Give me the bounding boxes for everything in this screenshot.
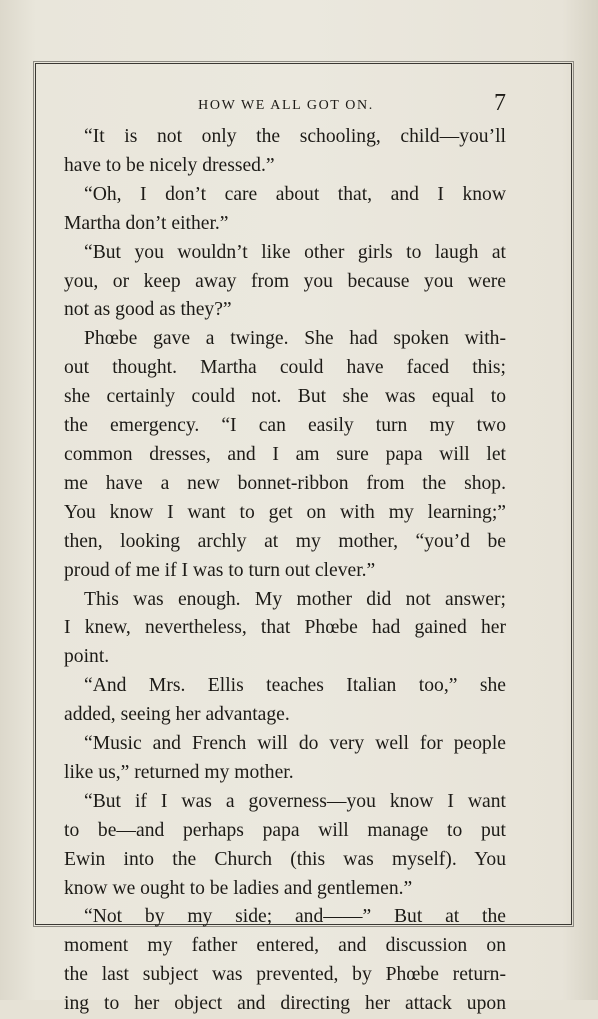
running-head-title: HOW WE ALL GOT ON. (198, 98, 374, 113)
text-line: she certainly could not. But she was equal to (64, 386, 506, 408)
paragraph (64, 788, 506, 904)
text-line: Phœbe gave a twinge. She had spoken with- (84, 328, 506, 350)
paragraph (64, 730, 506, 788)
text-line: ing to her object and directing her attack upon (64, 993, 506, 1015)
paragraph (64, 586, 506, 673)
text-line: “Oh, I don’t care about that, and I know (84, 183, 506, 205)
text-line: “And Mrs. Ellis teaches Italian too,” she (84, 675, 506, 697)
text-line: then, looking archly at my mother, “you’d be (64, 530, 506, 552)
text-line: know we ought to be ladies and gentlemen.” (64, 877, 413, 899)
body-text (64, 123, 506, 1019)
text-line: you, or keep away from you because you were (64, 270, 506, 292)
text-line: “But you wouldn’t like other girls to laugh at (84, 241, 506, 263)
text-line: moment my father entered, and discussion on (64, 935, 506, 957)
paragraph (64, 903, 506, 1019)
paragraph (64, 123, 506, 181)
text-line: “It is not only the schooling, child—you’ll (84, 126, 506, 147)
text-line: You know I want to get on with my learning;” (64, 501, 506, 523)
text-line: not as good as they?” (64, 299, 232, 321)
text-line: This was enough. My mother did not answer; (84, 588, 506, 610)
text-line: like us,” returned my mother. (64, 761, 294, 783)
text-line: to be—and perhaps papa will manage to put (64, 819, 506, 841)
text-line: point. (64, 646, 110, 668)
text-line: have to be nicely dressed.” (64, 154, 275, 176)
text-line: added, seeing her advantage. (64, 704, 290, 726)
text-line: “Not by my side; and——” But at the (84, 906, 506, 928)
page-number: 7 (494, 90, 506, 116)
paragraph (64, 239, 506, 326)
text-line: the last subject was prevented, by Phœbe return- (64, 964, 506, 986)
text-line: I knew, nevertheless, that Phœbe had gained her (64, 617, 506, 639)
text-line: me have a new bonnet-ribbon from the shop. (64, 472, 506, 494)
text-line: “But if I was a governess—you know I want (84, 790, 506, 812)
text-line: the emergency. “I can easily turn my two (64, 415, 506, 437)
text-line: Ewin into the Church (this was myself). You (64, 848, 506, 870)
text-line: “Music and French will do very well for people (84, 733, 506, 755)
text-line: proud of me if I was to turn out clever.” (64, 559, 376, 581)
paragraph (64, 672, 506, 730)
paragraph (64, 181, 506, 239)
text-line: out thought. Martha could have faced this; (64, 357, 506, 379)
text-line: Martha don’t either.” (64, 212, 229, 234)
paragraph (64, 325, 506, 585)
text-line: common dresses, and I am sure papa will let (64, 443, 506, 465)
